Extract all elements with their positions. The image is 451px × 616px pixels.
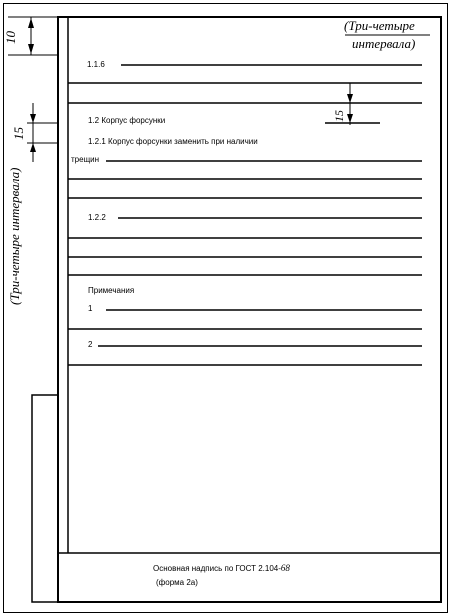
title-block-line2: (форма 2а) (156, 578, 198, 587)
left-stamp-box (32, 395, 58, 602)
item-1-2-1: 1.2.1 Корпус форсунки заменить при наличии (88, 137, 258, 146)
note-2: 2 (88, 340, 93, 349)
note-1: 1 (88, 304, 93, 313)
title-block-line1 (153, 564, 290, 573)
item-1-2-2: 1.2.2 (88, 213, 106, 222)
item-1-2: 1.2 Корпус форсунки (88, 116, 166, 125)
outer-border (4, 4, 448, 613)
gap-spacing-label: 15 (332, 110, 346, 122)
top-margin-label: 10 (3, 31, 18, 44)
top-interval-label-1: (Три-четыре (344, 18, 415, 33)
top-interval-label-2: интервала) (352, 36, 416, 51)
notes-heading: Примечания (88, 286, 135, 295)
word-cracks: трещин (71, 155, 100, 164)
side-spacing-label: 15 (11, 127, 26, 140)
title-block-text: Основная надпись по ГОСТ 2.104- (153, 564, 281, 573)
item-1-1-6: 1.1.6 (87, 60, 105, 69)
title-block-year: 68 (280, 563, 290, 573)
side-interval-label: (Три-четыре интервала) (7, 167, 22, 305)
